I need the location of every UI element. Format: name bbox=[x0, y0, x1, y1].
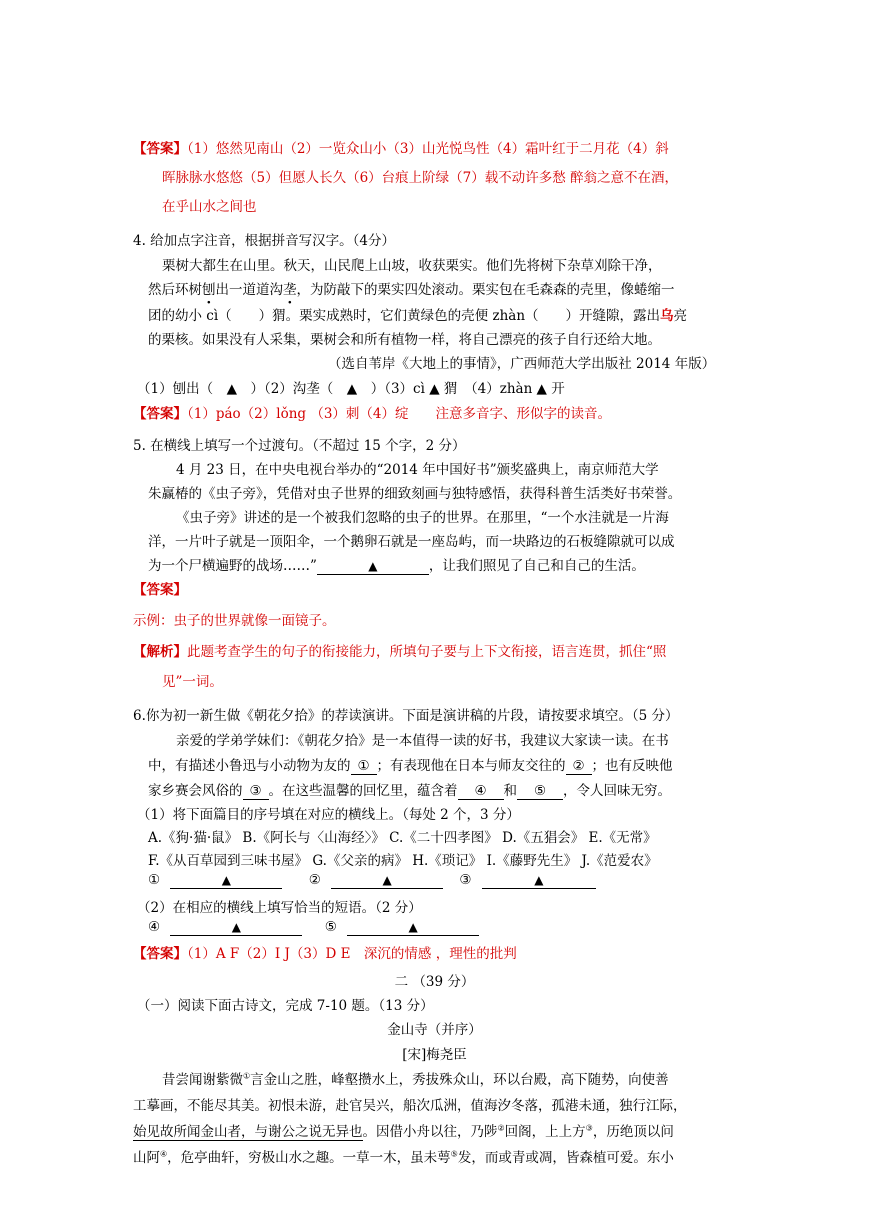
q4-p2 bbox=[148, 278, 675, 298]
q4-answer bbox=[133, 402, 611, 422]
q5-example: 示例：虫子的世界就像一面镜子。 bbox=[133, 613, 336, 629]
q6-fill-row1 bbox=[148, 872, 596, 889]
fill-blank-4: ▲ bbox=[170, 920, 302, 936]
q6-p2b: ；有表现他在日本与师友交往的 bbox=[376, 758, 566, 774]
fill-blank-2: ▲ bbox=[331, 873, 443, 889]
q6-p3b: 。在这些温馨的回忆里，蕴含着 bbox=[268, 783, 458, 799]
q6-p2 bbox=[148, 754, 673, 775]
poem-l4 bbox=[133, 1146, 674, 1166]
q5-p4: 洋，一片叶子就是一顶阳伞，一个鹅卵石就是一座岛屿，而一块路边的石板缝隙就可以成 bbox=[148, 534, 675, 550]
q6-p1: 亲爱的学弟学妹们：《朝花夕拾》是一本值得一读的好书，我建议大家读一读。在书 bbox=[176, 733, 669, 749]
q6-opts1: A.《狗·猫·鼠》 B.《阿长与〈山海经〉》 C.《二十四孝图》 D.《五猖会》 E.《无常》 bbox=[148, 830, 657, 846]
poem-l4b: ，危亭曲轩，穷极山水之趣。一草一木，虽未萼 bbox=[167, 1150, 451, 1166]
q5-p5a: 为一个尸横遍野的战场……” bbox=[148, 558, 317, 574]
q6-p2c: ；也有反映他 bbox=[591, 758, 673, 774]
poem-l4c: 发，而或青或凋，皆森植可爱。东小 bbox=[457, 1150, 674, 1166]
note-4: ④ bbox=[160, 1149, 168, 1159]
q6-answer bbox=[133, 942, 517, 962]
poem-l1 bbox=[162, 1068, 669, 1088]
poem-author: [宋]梅尧臣 bbox=[402, 1047, 467, 1063]
answer-text: （1）páo（2）lǒng （3）刺（4）绽 注意多音字、形似字的读音。 bbox=[187, 406, 611, 422]
q4-p1: 栗树大都生在山里。秋天，山民爬上山坡，收获栗实。他们先将树下杂草刈除干净， bbox=[162, 258, 662, 274]
q4-title: 4. 给加点字注音，根据拼音写汉字。（4分） bbox=[133, 233, 396, 249]
blank-3: ③ bbox=[243, 784, 269, 800]
q6-p3d: ，令人回味无穷。 bbox=[563, 783, 671, 799]
q5-p3: 《虫子旁》讲述的是一个被我们忽略的虫子的世界。在那里，“一个水洼就是一片海 bbox=[176, 510, 669, 526]
q5-blank: ▲ bbox=[317, 559, 429, 575]
note-1: ① bbox=[243, 1071, 251, 1081]
q4-source: （选自苇岸《大地上的事情》，广西师范大学出版社 2014 年版） bbox=[328, 356, 716, 372]
poem-title: 金山寺（并序） bbox=[387, 1022, 482, 1038]
q6-p3a: 家乡赛会风俗的 bbox=[148, 783, 243, 799]
fill-label-3: ③ bbox=[459, 872, 472, 888]
q6-opts2: F.《从百草园到三味书屋》 G.《父亲的病》 H.《琐记》 I.《藤野先生》 J.《范爱农》 bbox=[148, 853, 658, 869]
q4-items: （1）刨出（ ▲ ）（2）沟垄（ ▲ ）（3）cì ▲ 猬 （4）zhàn ▲ 开 bbox=[137, 381, 565, 397]
blank-4: ④ bbox=[458, 784, 504, 800]
blank-2: ② bbox=[566, 759, 592, 775]
q6-p3 bbox=[148, 779, 671, 800]
q5-answer-tag: 【答案】 bbox=[133, 582, 187, 598]
red-char-wu: 乌 bbox=[660, 308, 674, 324]
q6-title: 6.你为初一新生做《朝花夕拾》的荐读演讲。下面是演讲稿的片段，请按要求填空。（5 分） bbox=[133, 708, 679, 724]
answer-text: （1）悠然见南山（2）一览众山小（3）山光悦鸟性（4）霜叶红于二月花（4）斜 bbox=[187, 141, 669, 157]
fill-label-5: ⑤ bbox=[324, 919, 337, 935]
q6-sub2: （2）在相应的横线上填写恰当的短语。（2 分） bbox=[137, 900, 422, 916]
q5-p2: 朱赢椿的《虫子旁》，凭借对虫子世界的细致刻画与独特感悟，获得科普生活类好书荣誉。 bbox=[148, 486, 682, 502]
part2-heading: 二 （39 分） bbox=[394, 974, 475, 990]
q4-p2a: 然后环树 bbox=[148, 282, 202, 298]
fill-blank-1: ▲ bbox=[170, 873, 282, 889]
note-5: ⑤ bbox=[450, 1149, 458, 1159]
q3-answer-line3: 在乎山水之间也 bbox=[162, 199, 257, 215]
q4-p2b: 出一道道沟 bbox=[215, 282, 283, 298]
q6-p2a: 中，有描述小鲁迅与小动物为友的 bbox=[148, 758, 351, 774]
underlined-sentence: 始见故所闻金山者，与谢公之说无异也 bbox=[133, 1124, 363, 1140]
q5-p5b: ，让我们照见了自己和自己的生活。 bbox=[428, 558, 645, 574]
emph-char-pao: 刨 bbox=[202, 282, 216, 298]
poem-l1b: 言金山之胜，峰壑攒水上，秀拔殊众山，环以台殿，高下随势，向使善 bbox=[250, 1072, 669, 1088]
q5-analysis bbox=[133, 640, 666, 660]
fill-blank-5: ▲ bbox=[347, 920, 479, 936]
fill-blank-3: ▲ bbox=[482, 873, 596, 889]
q6-sub1: （1）将下面篇目的序号填在对应的横线上。（每处 2 个，3 分） bbox=[137, 807, 520, 823]
poem-l3c: 回阁，上上方 bbox=[504, 1124, 586, 1140]
part2-intro: （一）阅读下面古诗文，完成 7-10 题。（13 分） bbox=[137, 998, 434, 1014]
analysis-text: 此题考查学生的句子的衔接能力，所填句子要与上下文衔接，语言连贯，抓住“照 bbox=[187, 644, 667, 660]
q6-p3c: 和 bbox=[503, 783, 517, 799]
analysis-tag: 【解析】 bbox=[133, 644, 187, 660]
answer-tag: 【答案】 bbox=[133, 406, 187, 422]
q6-fill-row2 bbox=[148, 919, 479, 936]
q3-answer-line1 bbox=[133, 137, 669, 157]
poem-l3b: 。因借小舟以往，乃陟 bbox=[362, 1124, 498, 1140]
q4-p3: 团的幼小 cì（ ）猬。栗实成熟时，它们黄绿色的壳便 zhàn（ ）开缝隙，露出乌亮 bbox=[148, 308, 688, 324]
q5-p5 bbox=[148, 554, 645, 575]
q4-p2c: ，为防敲下的栗实四处滚动。栗实包在毛森森的壳里，像蜷缩一 bbox=[296, 282, 675, 298]
poem-l4a: 山阿 bbox=[133, 1150, 160, 1166]
poem-l3 bbox=[133, 1120, 674, 1140]
note-3: ③ bbox=[585, 1123, 593, 1133]
answer-tag: 【答案】 bbox=[133, 946, 187, 962]
fill-label-2: ② bbox=[308, 872, 321, 888]
q4-p4: 的栗核。如果没有人采集，栗树会和所有植物一样，将自己漂亮的孩子自行还给大地。 bbox=[148, 332, 661, 348]
fill-label-1: ① bbox=[148, 872, 161, 888]
q3-answer-line2: 晖脉脉水悠悠（5）但愿人长久（6）台痕上阶绿（7）载不动许多愁 醉翁之意不在酒， bbox=[162, 170, 679, 186]
poem-l1a: 昔尝闻谢紫微 bbox=[162, 1072, 243, 1088]
note-2: ② bbox=[497, 1123, 505, 1133]
fill-label-4: ④ bbox=[148, 919, 161, 935]
blank-5: ⑤ bbox=[517, 784, 563, 800]
blank-1: ① bbox=[351, 759, 377, 775]
q5-title: 5. 在横线上填写一个过渡句。（不超过 15 个字，2 分） bbox=[133, 438, 466, 454]
poem-l2: 工摹画，不能尽其美。初恨未游，赴官吴兴，船次瓜洲，值海汐冬落，孤港未通，独行江际， bbox=[133, 1098, 687, 1114]
answer-text: （1）A F（2）I J（3）D E 深沉的情感 ，理性的批判 bbox=[187, 946, 517, 962]
answer-tag: 【答案】 bbox=[133, 141, 187, 157]
q5-p1: 4 月 23 日，在中央电视台举办的“2014 年中国好书”颁奖盛典上，南京师范大学 bbox=[176, 462, 659, 478]
poem-l3d: ，历绝顶以问 bbox=[592, 1124, 674, 1140]
emph-char-long: 垄 bbox=[283, 282, 297, 298]
q5-analysis-line2: 见”一词。 bbox=[162, 674, 223, 690]
